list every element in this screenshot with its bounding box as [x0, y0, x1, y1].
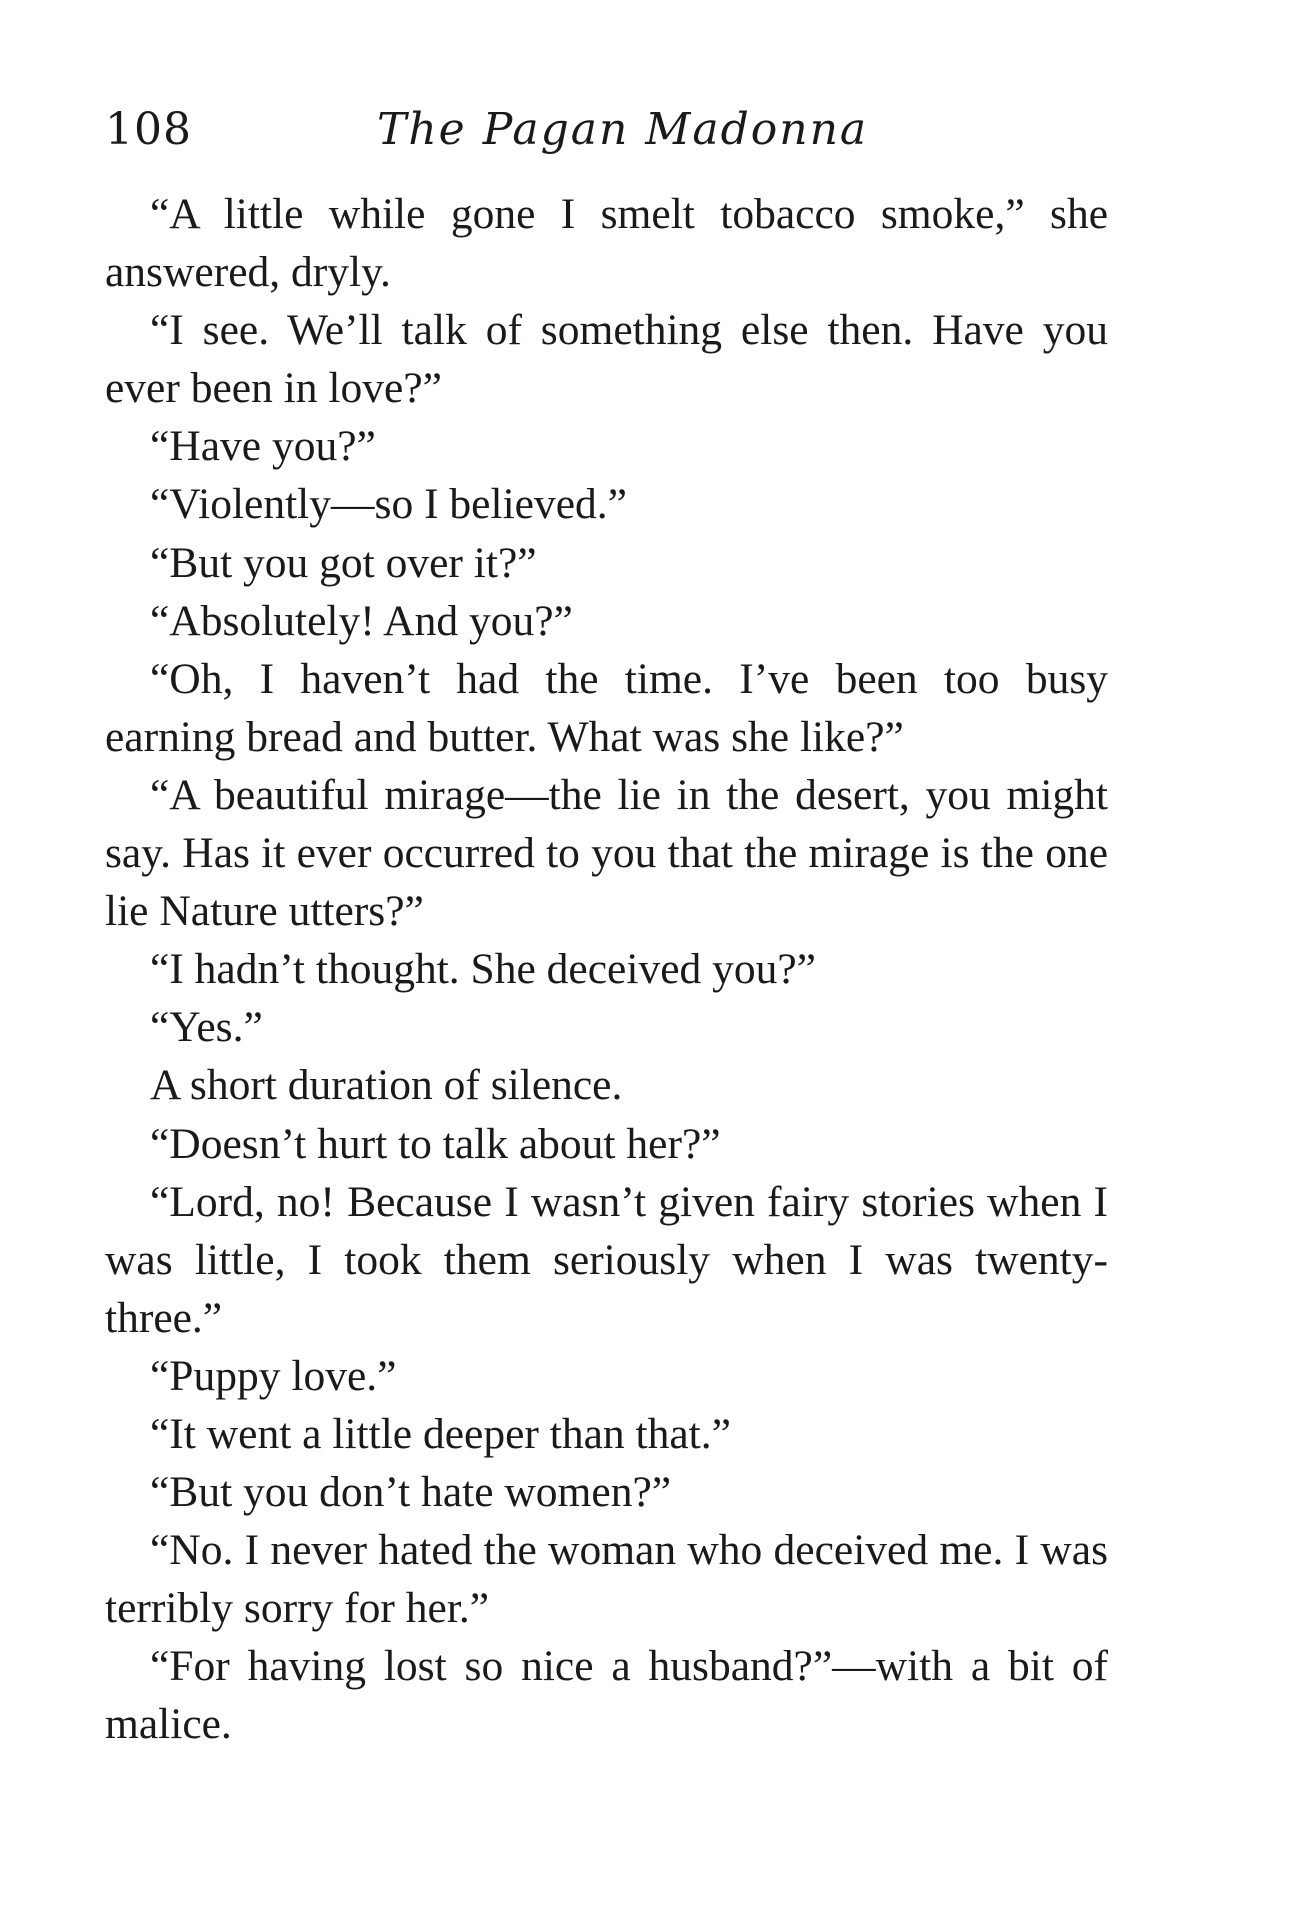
paragraph: “Yes.” — [150, 1003, 263, 1052]
paragraph: “For having lost so nice a husband?”—with a bit of malice. — [105, 1642, 1108, 1749]
paragraph: “No. I never hated the woman who deceived me. I was terribly sorry for her.” — [105, 1526, 1108, 1633]
paragraph: “But you don’t hate women?” — [150, 1468, 672, 1517]
paragraph: A short duration of silence. — [150, 1061, 623, 1110]
page-number: 108 — [105, 104, 192, 155]
paragraph: “It went a little deeper than that.” — [150, 1409, 731, 1458]
paragraph: “But you got over it?” — [150, 538, 537, 587]
paragraph: “Absolutely! And you?” — [150, 596, 573, 645]
paragraph: “A little while gone I smelt tobacco smoke,” she answered, dryly. — [105, 190, 1108, 297]
running-title: The Pagan Madonna — [377, 104, 869, 155]
paragraph: “I hadn’t thought. She deceived you?” — [150, 945, 816, 994]
paragraph: “Doesn’t hurt to talk about her?” — [150, 1119, 721, 1168]
paragraph: “Puppy love.” — [150, 1351, 397, 1400]
paragraph: “A beautiful mirage—the lie in the desert, you might say. Has it ever occurred to you that the mirage is the one lie Nature utters?” — [105, 770, 1108, 936]
page-header — [105, 100, 1110, 160]
paragraph: “Lord, no! Because I wasn’t given fairy stories when I was little, I took them seriously when I was twenty-three.” — [105, 1177, 1108, 1342]
body-text — [105, 185, 1108, 1754]
paragraph: “Have you?” — [150, 422, 376, 471]
paragraph: “Violently—so I believed.” — [150, 480, 627, 529]
paragraph: “Oh, I haven’t had the time. I’ve been too busy earning bread and butter. What was she like?” — [105, 654, 1108, 761]
paragraph: “I see. We’ll talk of something else then. Have you ever been in love?” — [105, 306, 1108, 413]
